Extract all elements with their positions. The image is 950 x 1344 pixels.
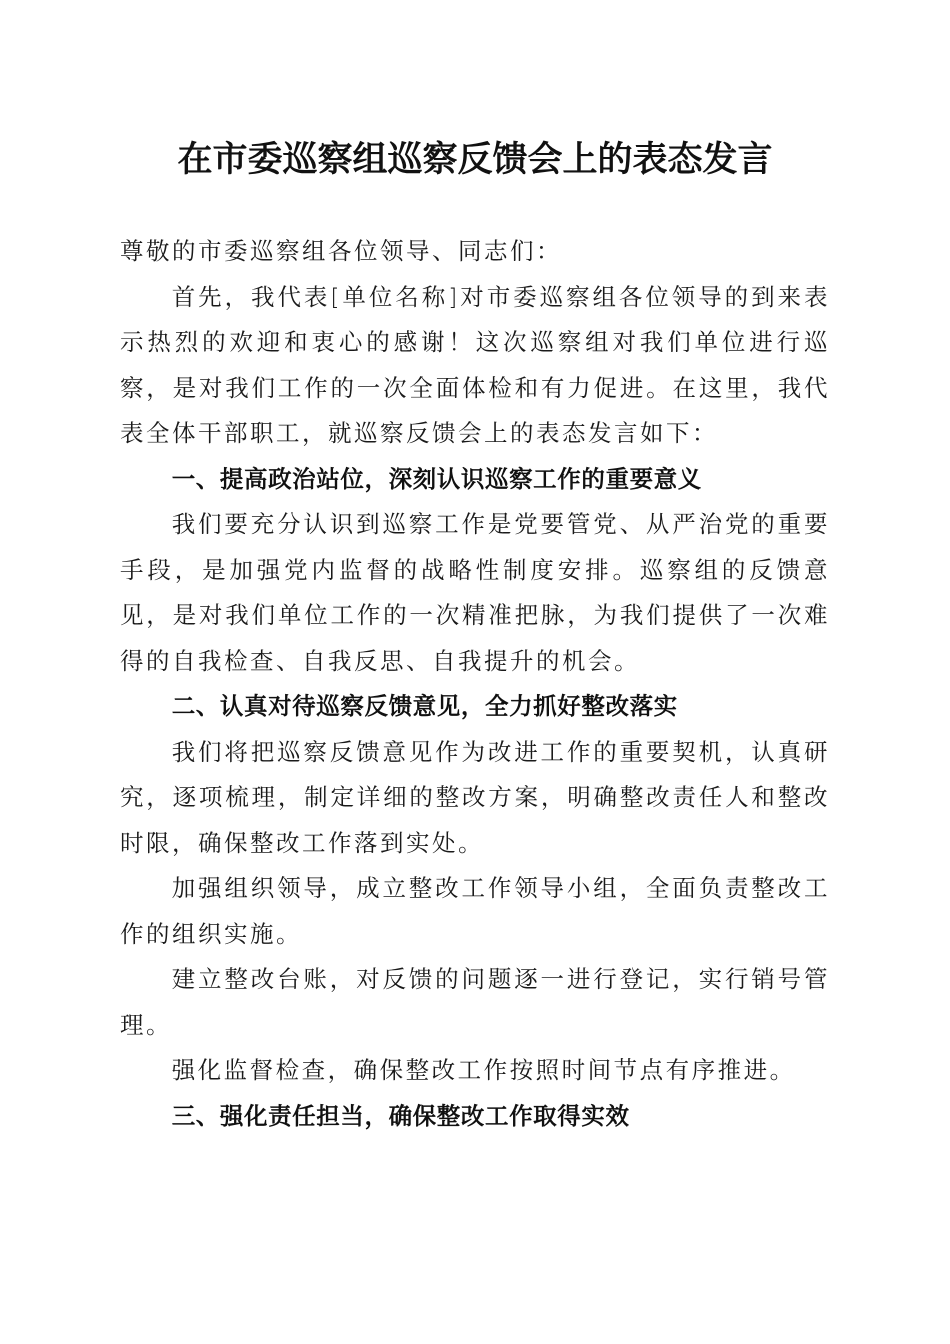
section-2-paragraph-3: 建立整改台账，对反馈的问题逐一进行登记，实行销号管理。 [120, 965, 830, 1039]
section-2-paragraph-4: 强化监督检查，确保整改工作按照时间节点有序推进。 [171, 1056, 796, 1084]
document-title: 在市委巡察组巡察反馈会上的表态发言 [177, 139, 773, 180]
document-body [120, 229, 830, 1139]
section-1-paragraph-1: 我们要充分认识到巡察工作是党要管党、从严治党的重要手段，是加强党内监督的战略性制度安排。巡察组的反馈意见，是对我们单位工作的一次精准把脉，为我们提供了一次难得的自我检查、自我反思、自我提升的机会。 [120, 510, 830, 675]
section-2-paragraph-1: 我们将把巡察反馈意见作为改进工作的重要契机，认真研究，逐项梳理，制定详细的整改方案，明确整改责任人和整改时限，确保整改工作落到实处。 [120, 737, 830, 857]
section-2-paragraph-2: 加强组织领导，成立整改工作领导小组，全面负责整改工作的组织实施。 [120, 874, 830, 948]
section-heading-3: 三、强化责任担当，确保整改工作取得实效 [171, 1101, 630, 1130]
section-heading-2: 二、认真对待巡察反馈意见，全力抓好整改落实 [171, 692, 678, 720]
salutation: 尊敬的市委巡察组各位领导、同志们： [120, 237, 562, 265]
intro-paragraph: 首先，我代表[单位名称]对市委巡察组各位领导的到来表示热烈的欢迎和衷心的感谢！这次巡察组对我们单位进行巡察，是对我们工作的一次全面体检和有力促进。在这里，我代表全体干部职工，就巡察反馈会上的表态发言如下： [120, 282, 830, 447]
section-heading-1: 一、提高政治站位，深刻认识巡察工作的重要意义 [171, 464, 702, 493]
